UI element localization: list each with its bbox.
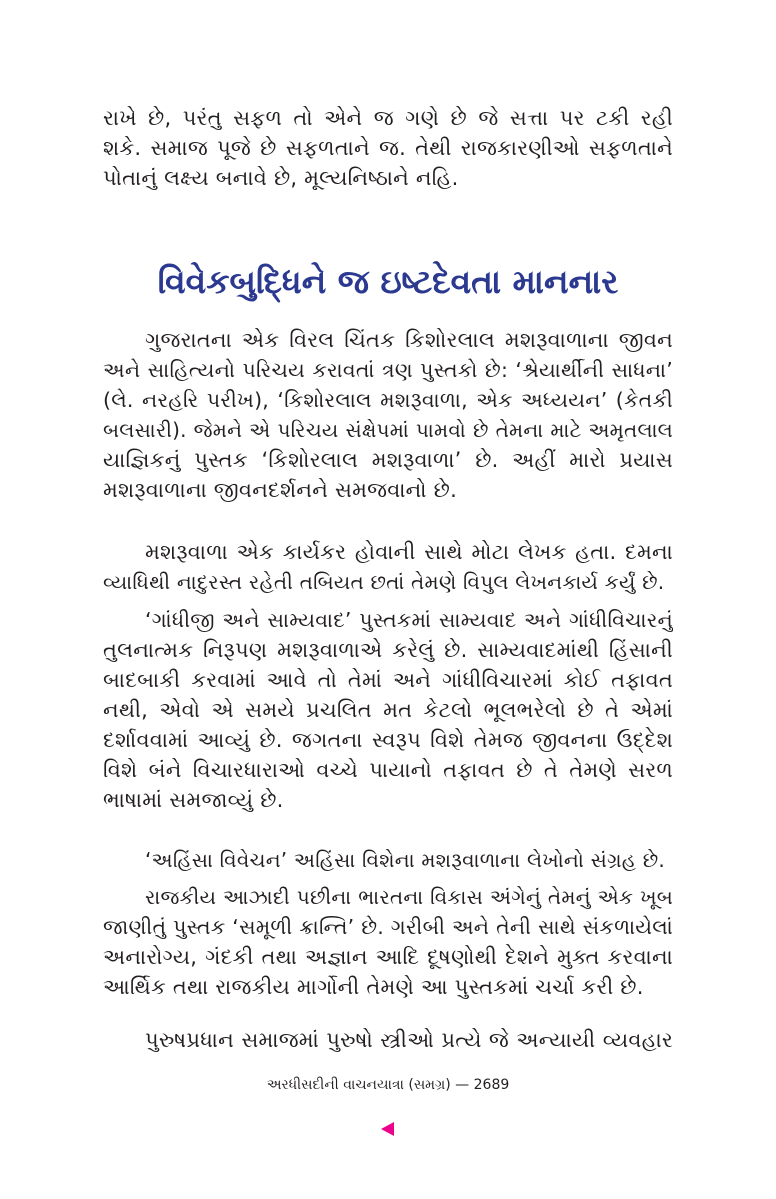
text-line: ‘અહિંસા વિવેચન’ અહિંસા વિશેના મશરૂવાળાના લેખોનો સંગ્રહ છે. [145, 848, 665, 872]
text-line: અને સાહિત્યનો પરિચય કરાવતાં ત્રણ પુસ્તકો છે: ‘શ્રેયાર્થીની સાધના’ [103, 358, 673, 382]
paragraph-3 [103, 605, 673, 815]
text-line: દર્શાવવામાં આવ્યું છે. જગતના સ્વરૂપ વિશે તેમજ જીવનના ઉદ્દેશ [103, 728, 673, 752]
section-heading: વિવેકબુદ્ધિને જ ઇષ્ટદેવતા માનનાર [157, 262, 619, 301]
text-line: ‘ગાંધીજી અને સામ્યવાદ’ પુસ્તકમાં સામ્યવાદ અને ગાંધીવિચારનું [145, 608, 673, 632]
text-line: (લે. નરહરિ પરીખ), ‘કિશોરલાલ મશરૂવાળા, એક અધ્યયન’ (કેતકી [103, 388, 673, 412]
paragraph-5 [103, 882, 673, 1002]
text-line: પોતાનું લક્ષ્ય બનાવે છે, મૂલ્યનિષ્ઠાને નહિ. [103, 166, 459, 190]
text-line: તુલનાત્મક નિરૂપણ મશરૂવાળાએ કરેલું છે. સામ્યવાદમાંથી હિંસાની [103, 638, 673, 662]
text-line: યાજ્ઞિકનું પુસ્તક ‘કિશોરલાલ મશરૂવાળા’ છે. અહીં મારો પ્રયાસ [103, 448, 673, 472]
text-line: ગુજરાતના એક વિરલ ચિંતક કિશોરલાલ મશરૂવાળાના જીવન [145, 328, 673, 352]
text-line: રાખે છે, પરંતુ સફળ તો એને જ ગણે છે જે સત્તા પર ટકી રહી [103, 106, 673, 130]
paragraph-1 [103, 325, 673, 505]
text-line: વિશે બંને વિચારધારાઓ વચ્ચે પાયાનો તફાવત છે તે તેમણે સરળ [103, 758, 673, 782]
intro-paragraph [103, 103, 673, 193]
text-line: અનારોગ્ય, ગંદકી તથા અજ્ઞાન આદિ દૂષણોથી દેશને મુક્ત કરવાના [103, 945, 673, 969]
text-line: જાણીતું પુસ્તક ‘સમૂળી ક્રાન્તિ’ છે. ગરીબી અને તેની સાથે સંકળાયેલાં [103, 915, 673, 939]
text-line: આર્થિક તથા રાજકીય માર્ગોની તેમણે આ પુસ્તકમાં ચર્ચા કરી છે. [103, 975, 644, 999]
text-line: બલસારી). જેમને એ પરિચય સંક્ષેપમાં પામવો છે તેમના માટે અમૃતલાલ [103, 418, 673, 442]
paragraph-6 [103, 1025, 673, 1055]
paragraph-4 [103, 845, 673, 875]
text-line: વ્યાધિથી નાદુરસ્ત રહેતી તબિયત છતાં તેમણે વિપુલ લેખનકાર્ય કર્યું છે. [103, 570, 665, 594]
text-line: મશરૂવાળાના જીવનદર્શનને સમજવાનો છે. [103, 478, 457, 502]
paragraph-2 [103, 537, 673, 597]
page-footer: અરધીસદીની વાચનયાત્રા (સમગ્ર) — 2689 [266, 1077, 510, 1093]
text-line: નથી, એવો એ સમયે પ્રચલિત મત કેટલો ભૂલભરેલો છે તે એમાં [103, 698, 673, 722]
text-line: રાજકીય આઝાદી પછીના ભારતના વિકાસ અંગેનું તેમનું એક ખૂબ [145, 885, 673, 909]
text-line: પુરુષપ્રધાન સમાજમાં પુરુષો સ્ત્રીઓ પ્રત્યે જે અન્યાયી વ્યવહાર [145, 1028, 673, 1052]
text-line: શકે. સમાજ પૂજે છે સફળતાને જ. તેથી રાજકારણીઓ સફળતાને [103, 136, 673, 160]
previous-page-arrow-icon[interactable] [381, 1122, 394, 1136]
text-line: મશરૂવાળા એક કાર્યકર હોવાની સાથે મોટા લેખક હતા. દમના [145, 540, 673, 564]
text-line: ભાષામાં સમજાવ્યું છે. [103, 788, 284, 812]
text-line: બાદબાકી કરવામાં આવે તો તેમાં અને ગાંધીવિચારમાં કોઈ તફાવત [103, 668, 673, 692]
